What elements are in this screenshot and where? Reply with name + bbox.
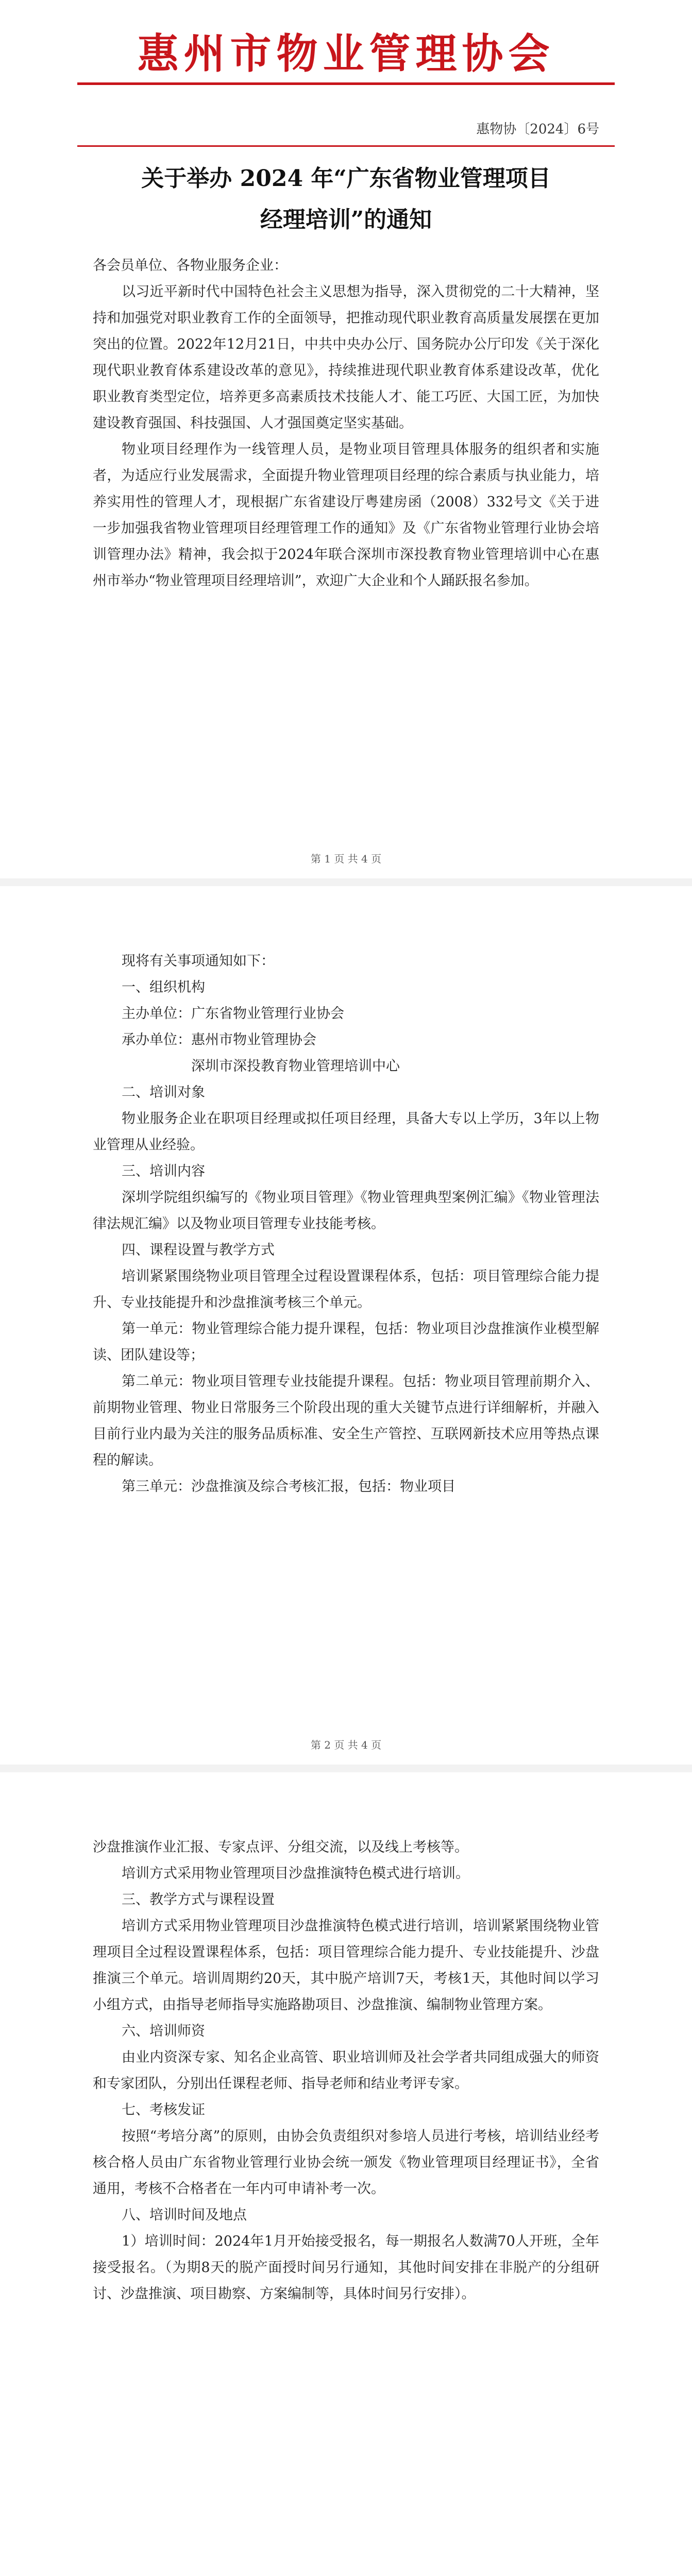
- paragraph-policy-background: 以习近平新时代中国特色社会主义思想为指导，深入贯彻党的二十大精神，坚持和加强党对职业教育工作的全面领导，把推动现代职业教育高质量发展摆在更加突出的位置。2022年12月21日，中共中央办公厅、国务院办公厅印发《关于深化现代职业教育体系建设改革的意见》，持续推进现代职业教育体系建设改革，优化职业教育类型定位，培养更多高素质技术技能人才、能工巧匠、大国工匠，为加快建设教育强国、科技强国、人才强国奠定坚实基础。: [93, 284, 599, 431]
- body-line: 八、培训时间及地点: [122, 2207, 247, 2223]
- notice-title-line-2: 经理培训”的通知: [260, 207, 432, 233]
- body-line: 第二单元：物业项目管理专业技能提升课程。包括：物业项目管理前期介入、前期物业管理、物业日常服务三个阶段出现的重大关键节点进行详细解析，并融入目前行业内最为关注的服务品质标准、安全生产管控、互联网新技术应用等热点课程的解读。: [93, 1374, 599, 1468]
- page-number: 第 1 页 共 4 页: [310, 853, 382, 865]
- body-line: 承办单位：惠州市物业管理协会: [122, 1032, 316, 1048]
- paragraph-training-purpose: 物业项目经理作为一线管理人员，是物业项目管理具体服务的组织者和实施者，为适应行业发展需求，全面提升物业管理项目经理的综合素质与执业能力，培养实用性的管理人才，现根据广东省建设厅粤建房函（2008）332号文《关于进一步加强我省物业管理项目经理管理工作的通知》及《广东省物业管理行业协会培训管理办法》精神，我会拟于2024年联合深圳市深投教育物业管理培训中心在惠州市举办“物业管理项目经理培训”，欢迎广大企业和个人踊跃报名参加。: [93, 442, 599, 589]
- notice-title-line-1: 关于举办 2024 年“广东省物业管理项目: [141, 165, 551, 192]
- page-number: 第 2 页 共 4 页: [310, 1739, 382, 1751]
- letterhead-divider: [77, 82, 615, 85]
- body-line: 三、教学方式与课程设置: [122, 1892, 275, 1908]
- body-line: 主办单位：广东省物业管理行业协会: [122, 1006, 344, 1022]
- body-line: 二、培训对象: [122, 1084, 205, 1100]
- salutation: 各会员单位、各物业服务企业：: [93, 258, 288, 274]
- body-line: 1）培训时间：2024年1月开始接受报名，每一期报名人数满70人开班，全年接受报名。（为期8天的脱产面授时间另行通知，其他时间安排在非脱产的分组研讨、沙盘推演、项目勘察、方案编制等，具体时间另行安排）。: [93, 2233, 599, 2302]
- body-line: 七、考核发证: [122, 2102, 205, 2118]
- org-letterhead-title: 惠州市物业管理协会: [137, 29, 555, 78]
- body-line: 第三单元：沙盘推演及综合考核汇报，包括：物业项目: [122, 1479, 455, 1495]
- body-line: 四、课程设置与教学方式: [122, 1242, 275, 1258]
- document-number: 惠物协〔2024〕6号: [476, 122, 599, 137]
- body-line: 物业服务企业在职项目经理或拟任项目经理，具备大专以上学历，3年以上物业管理从业经验。: [93, 1111, 599, 1153]
- page-3: [0, 1772, 692, 2576]
- body-line: 深圳市深投教育物业管理培训中心: [191, 1058, 400, 1074]
- body-line: 培训方式采用物业管理项目沙盘推演特色模式进行培训。: [122, 1866, 469, 1882]
- body-line: 现将有关事项通知如下：: [122, 953, 275, 969]
- body-line: 第一单元：物业管理综合能力提升课程，包括：物业项目沙盘推演作业模型解读、团队建设等；: [93, 1321, 599, 1363]
- body-line: 三、培训内容: [122, 1163, 205, 1179]
- page-2-body: [93, 948, 599, 1500]
- body-line: 按照“考培分离”的原则，由协会负责组织对参培人员进行考核，培训结业经考核合格人员由广东省物业管理行业协会统一颁发《物业管理项目经理证书》，全省通用，考核不合格者在一年内可申请补考一次。: [93, 2128, 599, 2197]
- page-1-body: [93, 252, 599, 594]
- page-3-body: [93, 1834, 599, 2307]
- body-line: 培训方式采用物业管理项目沙盘推演特色模式进行培训，培训紧紧围绕物业管理项目全过程设置课程体系，包括：项目管理综合能力提升、专业技能提升、沙盘推演三个单元。培训周期约20天，其中脱产培训7天，考核1天，其他时间以学习小组方式，由指导老师指导实施路勘项目、沙盘推演、编制物业管理方案。: [93, 1918, 599, 2013]
- body-line: 由业内资深专家、知名企业高管、职业培训师及社会学者共同组成强大的师资和专家团队，分别出任课程老师、指导老师和结业考评专家。: [93, 2049, 599, 2092]
- page-1: [0, 0, 692, 886]
- body-line: 深圳学院组织编写的《物业项目管理》《物业管理典型案例汇编》《物业管理法律法规汇编》以及物业项目管理专业技能考核。: [93, 1190, 599, 1232]
- document-number-divider: [77, 145, 615, 147]
- body-line: 沙盘推演作业汇报、专家点评、分组交流，以及线上考核等。: [93, 1839, 468, 1855]
- page-2: [0, 886, 692, 1772]
- body-line: 一、组织机构: [122, 979, 205, 995]
- body-line: 培训紧紧围绕物业项目管理全过程设置课程体系，包括：项目管理综合能力提升、专业技能提升和沙盘推演考核三个单元。: [93, 1268, 599, 1311]
- body-line: 六、培训师资: [122, 2023, 205, 2039]
